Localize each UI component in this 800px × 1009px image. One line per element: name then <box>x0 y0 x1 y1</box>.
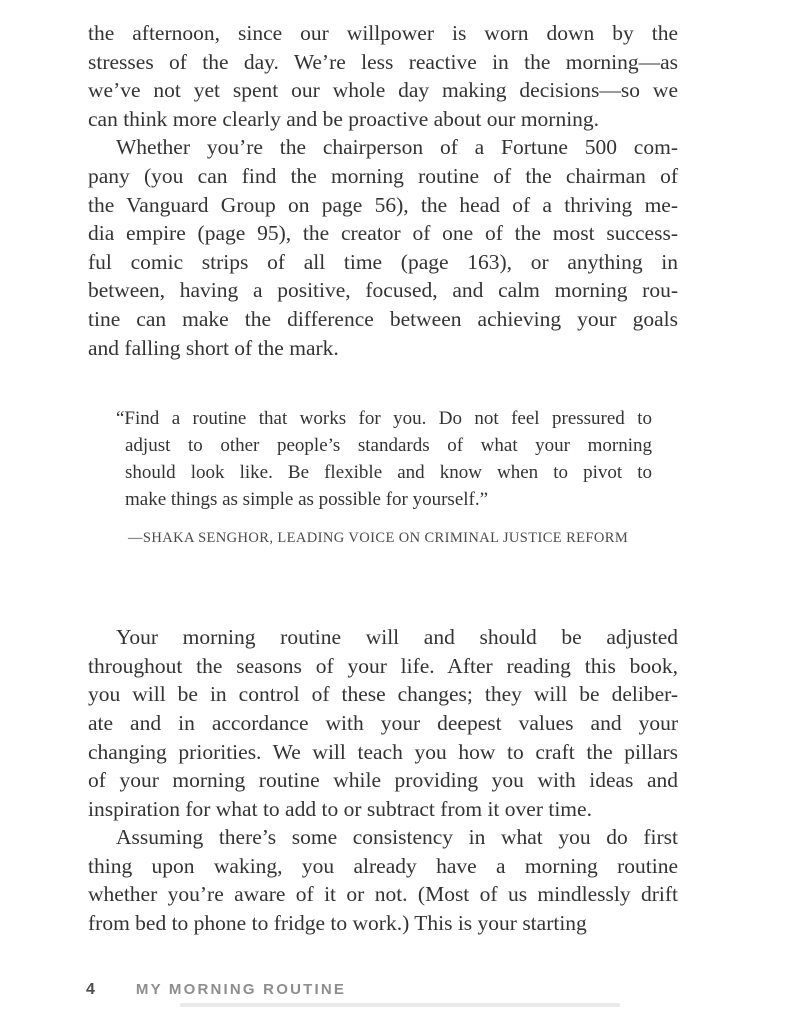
text-line: we’ve not yet spent our whole day making decisions—so we <box>88 78 678 103</box>
text-line: Your morning routine will and should be adjusted <box>116 625 678 650</box>
scan-edge-artifact <box>180 1003 620 1007</box>
paragraph-continuation <box>88 19 678 133</box>
text-line: whether you’re aware of it or not. (Most of us mindlessly drift <box>88 882 678 907</box>
text-line: tine can make the difference between achieving your goals <box>88 306 678 331</box>
page-footer <box>0 981 800 999</box>
text-line: make things as simple as possible for yourself.” <box>125 489 489 511</box>
running-title: MY MORNING ROUTINE <box>135 981 347 998</box>
text-line: the afternoon, since our willpower is worn down by the <box>88 21 678 45</box>
paragraph-whether <box>88 133 678 362</box>
text-line: Whether you’re the chairperson of a Fortune 500 com- <box>116 135 678 160</box>
text-line: can think more clearly and be proactive about our morning. <box>88 106 600 131</box>
paragraph-assuming <box>88 823 678 937</box>
text-line: from bed to phone to fridge to work.) This is your starting <box>88 911 587 936</box>
text-line: ate and in accordance with your deepest values and your <box>88 710 678 735</box>
text-line: should look like. Be flexible and know when to pivot to <box>125 462 652 484</box>
block-quote <box>116 405 652 513</box>
text-line: “Find a routine that works for you. Do not feel pressured to <box>116 408 652 430</box>
quote-attribution: —SHAKA SENGHOR, LEADING VOICE ON CRIMINAL JUSTICE REFORM <box>128 530 629 547</box>
text-line: of your morning routine while providing you with ideas and <box>88 768 678 793</box>
text-line: you will be in control of these changes; they will be deliber- <box>88 682 678 707</box>
text-line: Assuming there’s some consistency in what you do first <box>116 825 678 850</box>
text-line: and falling short of the mark. <box>88 335 339 360</box>
text-line: stresses of the day. We’re less reactive in the morning—as <box>88 49 678 74</box>
text-line: between, having a positive, focused, and calm morning rou- <box>88 278 678 303</box>
paragraph-your-routine <box>88 623 678 823</box>
text-line: inspiration for what to add to or subtract from it over time. <box>88 796 592 821</box>
text-line: pany (you can find the morning routine of the chairman of <box>88 163 678 188</box>
page-number: 4 <box>86 981 95 998</box>
text-line: changing priorities. We will teach you how to craft the pillars <box>88 739 678 764</box>
text-line: the Vanguard Group on page 56), the head of a thriving me- <box>88 192 678 217</box>
text-line: throughout the seasons of your life. After reading this book, <box>88 653 678 678</box>
text-line: dia empire (page 95), the creator of one of the most success- <box>88 221 678 246</box>
text-line: thing upon waking, you already have a morning routine <box>88 853 678 878</box>
text-line: ful comic strips of all time (page 163), or anything in <box>88 249 678 274</box>
text-line: adjust to other people’s standards of what your morning <box>125 435 652 457</box>
